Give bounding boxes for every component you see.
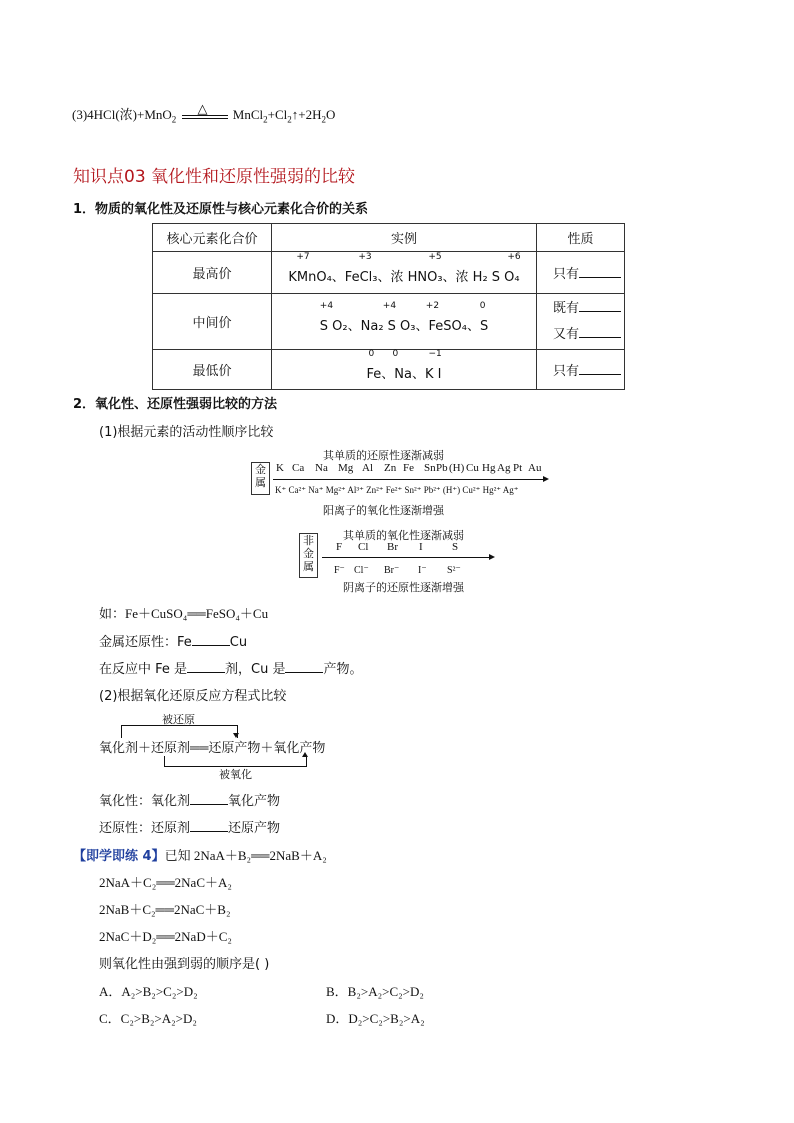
table-cell	[272, 252, 537, 294]
practice-equation: 2NaC＋D₂══2NaD＋C₂	[99, 929, 232, 944]
oxidation-state: +4	[382, 301, 397, 311]
option-c[interactable]: C．C₂>B₂>A₂>D₂	[99, 1011, 197, 1026]
metal-ions: K⁺ Ca²⁺ Na⁺ Mg²⁺ Al³⁺ Zn²⁺ Fe²⁺ Sn²⁺ Pb²⁺ (H⁺) Cu²⁺ Hg²⁺ Ag⁺	[275, 485, 519, 495]
method-1: (1)根据元素的活动性顺序比较	[99, 425, 274, 440]
metal-element: Na	[315, 462, 328, 474]
table-cell: 最低价	[153, 350, 272, 390]
metal-element: Ca	[292, 462, 305, 474]
table-header: 性质	[537, 224, 625, 252]
table-cell	[272, 294, 537, 350]
option-d[interactable]: D．D₂>C₂>B₂>A₂	[326, 1011, 425, 1026]
oxidation-state: 0	[368, 349, 375, 359]
metal-element: Mg	[338, 462, 354, 474]
oxidation-state: 0	[479, 301, 486, 311]
oxidation-state: −1	[428, 349, 442, 359]
equation-3: (3)4HCl(浓)+MnO$_2$ △ $MnCl_2+Cl_2↑+2H_2O$	[72, 101, 336, 125]
practice-question: 则氧化性由强到弱的顺序是( )	[99, 957, 270, 972]
table-cell	[272, 350, 537, 390]
metal-element: Au	[528, 462, 542, 474]
metal-element: Zn	[384, 462, 397, 474]
subheading-1: 1．物质的氧化性及还原性与核心元素化合价的关系	[73, 202, 369, 217]
oxidation-state: +5	[428, 252, 442, 262]
practice-equation: 2NaA＋C₂══2NaC＋A₂	[99, 875, 232, 890]
option-b[interactable]: B．B₂>A₂>C₂>D₂	[326, 984, 424, 999]
metal-box: 金 属	[251, 462, 270, 495]
table-cell: 只有	[537, 252, 625, 294]
metal-arrow	[273, 479, 545, 480]
arrow-head-icon	[489, 554, 495, 560]
arrow-head-icon	[302, 752, 308, 757]
practice-lead: 【即学即练 4】已知 2NaA＋B₂══2NaB＋A₂	[73, 848, 327, 864]
table-cell: 只有	[537, 350, 625, 390]
example-equation: 如：Fe＋CuSO₄══FeSO₄＋Cu	[99, 606, 269, 621]
example-text: S O₂、Na₂ S O₃、FeSO₄、S	[319, 319, 489, 334]
metal-element: Pb	[436, 462, 448, 474]
metal-element: Cu	[466, 462, 479, 474]
metal-element: (H)	[449, 462, 465, 474]
nonmetal-series-label-bottom: 阴离子的还原性逐渐增强	[343, 582, 464, 594]
table-cell: 既有 又有	[537, 294, 625, 350]
metal-element: Pt	[513, 462, 523, 474]
example-text: Fe、Na、K I	[366, 367, 442, 382]
metal-series-label-bottom: 阳离子的氧化性逐渐增强	[323, 505, 444, 517]
practice-tag: 【即学即练 4】	[73, 849, 165, 864]
method-2: (2)根据氧化还原反应方程式比较	[99, 689, 287, 704]
metal-element: K	[276, 462, 284, 474]
example-text: KMnO₄、FeCl₃、浓 HNO₃、浓 H₂ S O₄	[288, 270, 520, 285]
redox-equation: 氧化剂＋还原剂══还原产物＋氧化产物	[99, 740, 326, 755]
oxidizing-compare-line: 氧化性：氧化剂 氧化产物	[99, 794, 281, 809]
metal-element: Fe	[403, 462, 414, 474]
oxidation-state: 0	[392, 349, 399, 359]
practice-equation: 2NaB＋C₂══2NaC＋B₂	[99, 902, 231, 917]
oxidation-state: +2	[425, 301, 440, 311]
reduced-label: 被还原	[162, 714, 195, 726]
heat-symbol: △	[197, 101, 208, 116]
nonmetal-series-label-top: 其单质的氧化性逐渐减弱	[343, 530, 464, 542]
metal-element: Ag	[497, 462, 511, 474]
oxidation-state: +4	[319, 301, 334, 311]
reducing-compare-line: 还原性：还原剂 还原产物	[99, 821, 281, 836]
table-header: 核心元素化合价	[153, 224, 272, 252]
section-title: 知识点03 氧化性和还原性强弱的比较	[73, 167, 356, 187]
nonmetal-box: 非 金 属	[299, 533, 318, 578]
table-cell: 中间价	[153, 294, 272, 350]
oxidation-state: +6	[507, 252, 521, 262]
metal-element: Hg	[482, 462, 496, 474]
metal-element: Al	[362, 462, 373, 474]
oxidation-state: +3	[358, 252, 372, 262]
nonmetal-arrow	[322, 557, 490, 558]
table-header: 实例	[272, 224, 537, 252]
metal-reducibility-line: 金属还原性：Fe Cu	[99, 635, 248, 650]
arrow-head-icon	[543, 476, 549, 482]
subheading-2: 2．氧化性、还原性强弱比较的方法	[73, 397, 278, 412]
metal-series-label-top: 其单质的还原性逐渐减弱	[323, 450, 444, 462]
metal-element: Sn	[424, 462, 436, 474]
oxidation-state: +7	[296, 252, 310, 262]
valence-table	[152, 223, 625, 390]
option-a[interactable]: A．A₂>B₂>C₂>D₂	[99, 984, 198, 999]
reaction-role-line: 在反应中 Fe 是 剂，Cu 是 产物。	[99, 662, 363, 677]
table-cell: 最高价	[153, 252, 272, 294]
oxidized-label: 被氧化	[219, 769, 252, 781]
